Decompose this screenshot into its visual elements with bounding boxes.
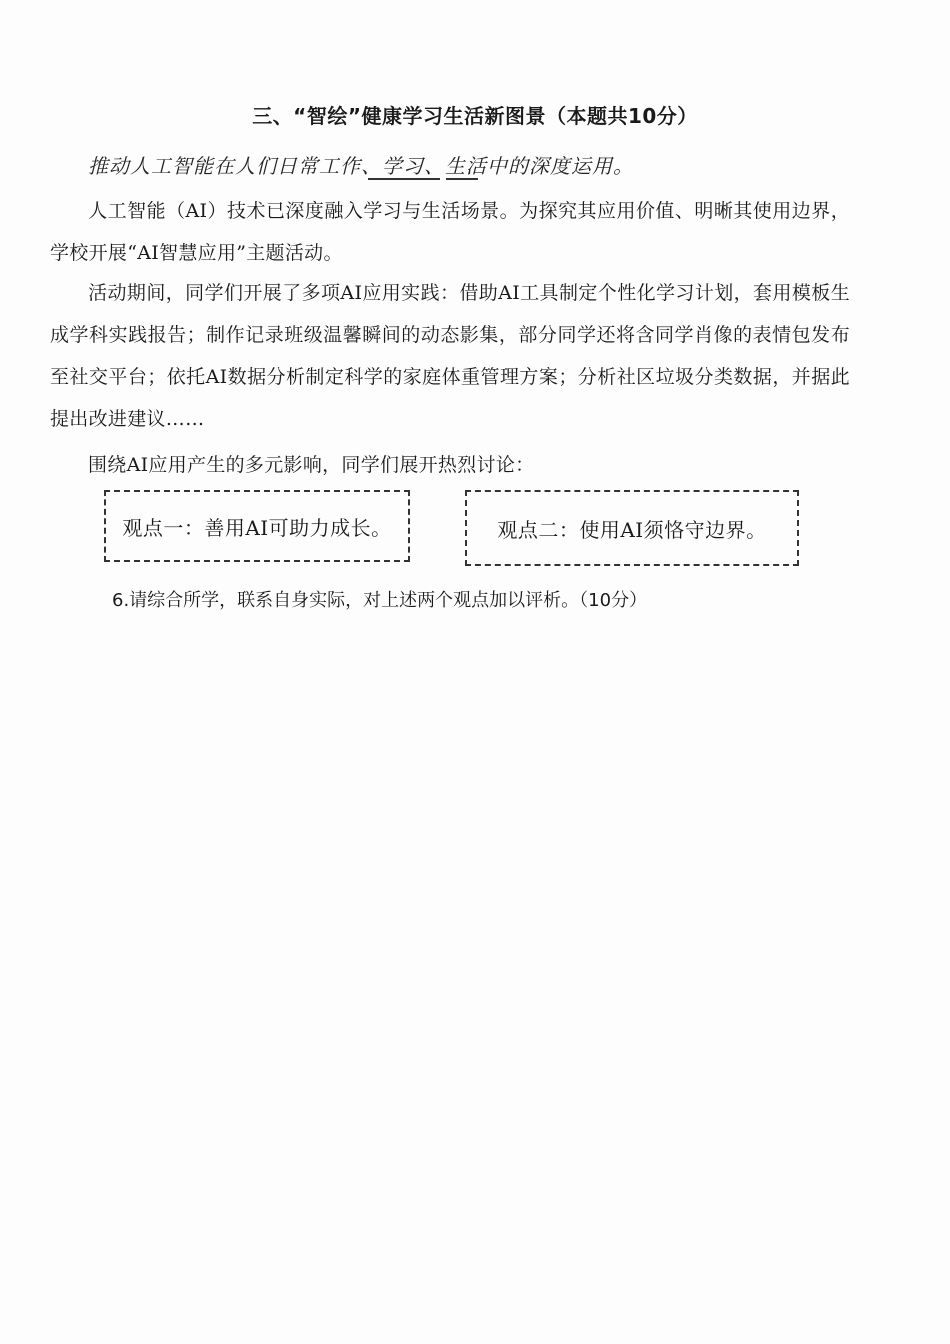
question-6: 6.请综合所学，联系自身实际，对上述两个观点加以评析。（10分） [112, 590, 648, 611]
viewpoint-one-text: 观点一：善用AI可助力成长。 [122, 515, 392, 540]
handwritten-underline [446, 178, 478, 180]
viewpoint-box-one [104, 490, 410, 562]
handwritten-note: 推动人工智能在人们日常工作、学习、生活中的深度运用。 [88, 154, 634, 178]
handwritten-underline [368, 178, 440, 180]
paragraph-discussion [50, 444, 850, 486]
section-title: 三、“智绘”健康学习生活新图景（本题共10分） [252, 104, 698, 128]
paragraph-intro-text: 人工智能（AI）技术已深度融入学习与生活场景。为探究其应用价值、明晰其使用边界，学校开展“AI智慧应用”主题活动。 [50, 200, 850, 264]
paragraph-discussion-text: 围绕AI应用产生的多元影响，同学们展开热烈讨论： [88, 454, 535, 476]
paragraph-activities-text: 活动期间，同学们开展了多项AI应用实践：借助AI工具制定个性化学习计划，套用模板生成学科实践报告；制作记录班级温馨瞬间的动态影集，部分同学还将含同学肖像的表情包发布至社交平台；依托AI数据分析制定科学的家庭体重管理方案；分析社区垃圾分类数据，并据此提出改进建议…… [50, 282, 850, 430]
paragraph-activities [50, 272, 850, 440]
viewpoint-two-text: 观点二：使用AI须恪守边界。 [497, 517, 767, 542]
viewpoint-box-two [465, 490, 799, 566]
paragraph-intro [50, 190, 850, 274]
